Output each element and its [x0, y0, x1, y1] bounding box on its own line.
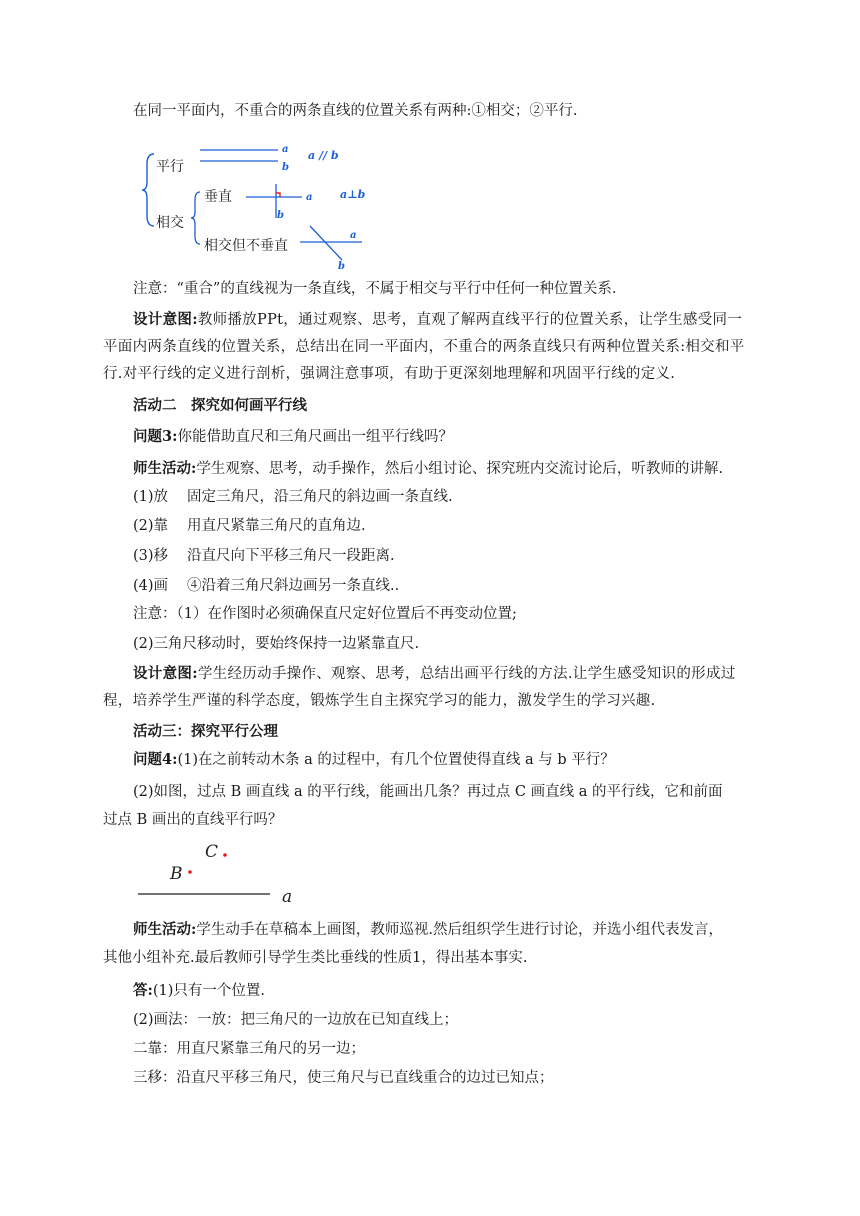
- oblique-line-b: [310, 226, 342, 260]
- perpendicular-label: 垂直: [204, 189, 232, 205]
- ts-activity-2-label: 师生活动:: [133, 921, 197, 938]
- note-coincide: 注意：“重合”的直线视为一条直线，不属于相交与平行中任何一种位置关系.: [133, 281, 617, 297]
- label-b-oblique: b: [338, 261, 345, 272]
- question-3-label: 问题3:: [133, 428, 178, 445]
- design-intent-2-label: 设计意图:: [133, 665, 198, 682]
- design-intent-1-line2: 平面内两条直线的位置关系，总结出在同一平面内，不重合的两条直线只有两种位置关系:相交和平: [103, 339, 745, 355]
- ts-activity-text: 学生观察、思考，动手操作，然后小组讨论、探究班内交流讨论后，听教师的讲解.: [196, 461, 723, 477]
- outer-brace: [142, 154, 154, 226]
- step-2-key: (2)靠: [133, 518, 169, 534]
- perp-notation: a⊥b: [340, 188, 366, 201]
- question-4-line1: [133, 750, 800, 770]
- step-3-key: (3)移: [133, 548, 169, 564]
- activity-3-heading: 活动三：探究平行公理: [133, 723, 278, 740]
- intersect-label: 相交: [156, 215, 184, 231]
- question-3-text: 你能借助直尺和三角尺画出一组平行线吗？: [177, 429, 453, 445]
- step-1-key: (1)放: [133, 489, 169, 505]
- label-b-parallel: b: [282, 162, 289, 173]
- method-step-1: (2)画法：一放：把三角尺的一边放在已知直线上；: [133, 1012, 459, 1028]
- label-b-perp: b: [277, 210, 284, 221]
- question-4-line3: 过点 B 画出的直线平行吗？: [103, 812, 283, 828]
- method-step-3: 三移：沿直尺平移三角尺，使三角尺与已直线重合的边过已知点；: [133, 1070, 554, 1086]
- question-4-label: 问题4:: [133, 751, 178, 768]
- design-intent-label: 设计意图:: [133, 311, 198, 328]
- design-intent-1-line1: [133, 310, 800, 330]
- note-2-line2: (2)三角尺移动时，要始终保持一边紧靠直尺.: [133, 636, 420, 652]
- parallel-label: 平行: [156, 159, 184, 175]
- label-a-perp: a: [306, 192, 313, 203]
- point-b-label: B: [170, 864, 183, 884]
- label-a-oblique: a: [350, 230, 357, 241]
- oblique-label: 相交但不垂直: [204, 238, 288, 254]
- step-4: [133, 576, 800, 596]
- question-4-text1: (1)在之前转动木条 a 的过程中，有几个位置使得直线 a 与 b 平行？: [177, 752, 615, 768]
- design-intent-1-text1: 教师播放PPt，通过观察、思考，直观了解两直线平行的位置关系，让学生感受同一: [197, 312, 743, 328]
- answer-text: (1)只有一个位置.: [152, 983, 266, 999]
- point-b-dot: [188, 870, 192, 874]
- step-4-key: (4)画: [133, 578, 169, 594]
- design-intent-2-line1: [133, 664, 800, 684]
- step-1: [133, 487, 800, 507]
- parallel-notation: a // b: [308, 149, 339, 162]
- step-3: [133, 546, 800, 566]
- teacher-student-activity-2-line1: [133, 920, 800, 940]
- step-2-text: 用直尺紧靠三角尺的直角边.: [187, 518, 366, 534]
- label-a-parallel: a: [282, 144, 289, 155]
- design-intent-2-text1: 学生经历动手操作、观察、思考，总结出画平行线的方法.让学生感受知识的形成过: [197, 666, 736, 682]
- teacher-student-activity-2-line2: 其他小组补充.最后教师引导学生类比垂线的性质1，得出基本事实.: [103, 950, 528, 966]
- ts-activity-label: 师生活动:: [133, 460, 197, 477]
- method-step-2: 二靠：用直尺紧靠三角尺的另一边；: [133, 1041, 365, 1057]
- intro-paragraph: 在同一平面内，不重合的两条直线的位置关系有两种:①相交；②平行.: [133, 103, 578, 119]
- step-4-text: ④沿着三角尺斜边画另一条直线..: [187, 578, 400, 594]
- point-line-figure: [136, 838, 316, 910]
- inner-brace: [191, 192, 200, 244]
- ts-activity-2-text1: 学生动手在草稿本上画图，教师巡视.然后组织学生进行讨论，并选小组代表发言，: [196, 922, 723, 938]
- step-1-text: 固定三角尺，沿三角尺的斜边画一条直线.: [187, 489, 453, 505]
- question-4-line2: (2)如图，过点 B 画直线 a 的平行线，能画出几条？再过点 C 画直线 a 的平行线，它和前面: [133, 784, 723, 800]
- step-3-text: 沿直尺向下平移三角尺一段距离.: [187, 548, 395, 564]
- line-a-label: a: [282, 887, 293, 907]
- point-c-dot: [223, 853, 227, 857]
- line-relationship-diagram: [140, 142, 380, 272]
- note-2-line1: 注意：（1）在作图时必须确保直尺定好位置后不再变动位置;: [133, 606, 517, 622]
- design-intent-2-line2: 程，培养学生严谨的科学态度，锻炼学生自主探究学习的能力，激发学生的学习兴趣.: [103, 693, 656, 709]
- answer-line: [133, 981, 800, 1001]
- point-c-label: C: [205, 842, 219, 862]
- activity-2-heading: 活动二 探究如何画平行线: [133, 397, 307, 414]
- step-2: [133, 516, 800, 536]
- answer-label: 答:: [133, 982, 153, 999]
- design-intent-1-line3: 行.对平行线的定义进行剖析，强调注意事项，有助于更深刻地理解和巩固平行线的定义.: [103, 366, 676, 382]
- question-3: [133, 427, 800, 447]
- teacher-student-activity-1: [133, 459, 800, 479]
